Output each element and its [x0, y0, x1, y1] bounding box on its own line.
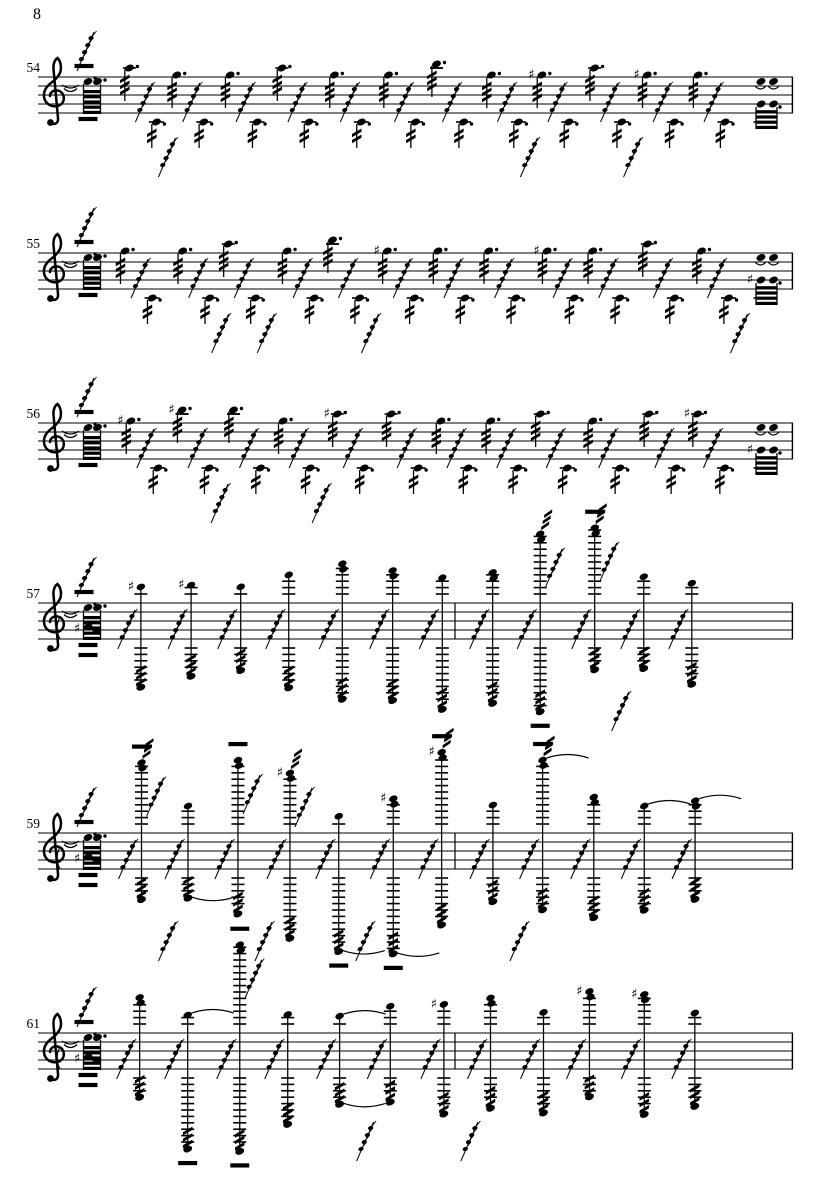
grace-run-icon	[572, 609, 592, 649]
grace-run-icon	[265, 1039, 285, 1079]
note-figure	[481, 416, 527, 494]
note-figure	[325, 70, 371, 148]
grace-run-icon	[189, 258, 209, 298]
grace-run-icon	[119, 839, 139, 879]
staff-system	[27, 207, 794, 353]
grace-run-icon	[245, 959, 265, 999]
note-column-figure	[520, 1008, 550, 1118]
note-figure	[221, 70, 267, 148]
note-column-figure	[566, 984, 596, 1102]
note-figure	[533, 244, 583, 325]
grace-run-icon	[703, 428, 723, 468]
grace-run-icon	[289, 428, 309, 468]
grace-run-icon	[356, 921, 376, 961]
sharp-accidental: ♯	[430, 996, 438, 1012]
note-figure	[382, 409, 428, 494]
grace-run-icon	[183, 82, 203, 122]
grace-run-icon	[295, 787, 315, 827]
grace-run-icon	[520, 1039, 540, 1079]
grace-run-icon	[553, 258, 573, 298]
grace-run-icon	[707, 258, 727, 298]
treble-clef-icon	[44, 404, 64, 472]
sharp-accidental: ♯	[373, 243, 380, 259]
grace-run-icon	[672, 1039, 692, 1079]
grace-run-icon	[669, 609, 689, 649]
grace-run-icon	[340, 82, 360, 122]
staff-system	[27, 31, 794, 177]
grace-run-icon	[218, 609, 238, 649]
grace-run-icon	[419, 839, 439, 879]
note-column-figure	[367, 1002, 397, 1107]
treble-clef-icon	[44, 234, 64, 302]
note-column-figure	[421, 997, 481, 1161]
grace-run-icon	[131, 258, 151, 298]
grace-run-icon	[357, 1121, 377, 1161]
grace-run-icon	[599, 428, 619, 468]
grace-run-icon	[624, 137, 644, 177]
grace-run-icon	[165, 1039, 185, 1079]
grace-run-icon	[548, 82, 568, 122]
closing-chord-figure	[747, 423, 782, 475]
grace-run-icon	[217, 1039, 237, 1079]
opening-chord-figure	[57, 987, 107, 1087]
sharp-accidental: ♯	[633, 67, 640, 83]
note-figure	[583, 416, 629, 494]
sharp-accidental: ♯	[380, 791, 387, 807]
grace-run-icon	[339, 258, 359, 298]
staff-system	[27, 728, 794, 970]
note-column-figure	[517, 509, 565, 728]
grace-run-icon	[117, 1039, 136, 1079]
grace-run-icon	[312, 483, 332, 523]
sharp-accidental: ♯	[73, 1051, 81, 1067]
grace-run-icon	[447, 428, 467, 468]
note-column-figure	[572, 503, 632, 731]
closing-chord-figure	[747, 253, 782, 305]
note-column-figure	[118, 579, 148, 692]
staff-lines	[38, 1033, 793, 1069]
note-figure	[374, 244, 424, 325]
grace-run-icon	[158, 137, 178, 177]
grace-run-icon	[137, 428, 157, 468]
note-figure	[432, 416, 478, 494]
grace-run-icon	[370, 839, 390, 879]
note-figure	[219, 239, 277, 353]
grace-run-icon	[317, 1039, 337, 1079]
note-figure	[278, 246, 324, 324]
sharp-accidental: ♯	[323, 406, 330, 422]
grace-run-icon	[215, 839, 235, 879]
staff-lines	[38, 423, 793, 459]
sharp-accidental: ♯	[127, 579, 135, 595]
tremolo-beam-block	[84, 430, 101, 460]
note-figure	[379, 70, 425, 148]
measure-number: 56	[26, 406, 40, 421]
grace-run-icon	[653, 258, 673, 298]
sharp-accidental: ♯	[428, 744, 435, 760]
staff-system	[27, 927, 794, 1168]
note-column-figure	[520, 736, 589, 915]
grace-run-icon	[520, 137, 540, 177]
grace-run-icon	[236, 82, 256, 122]
grace-run-icon	[239, 428, 259, 468]
opening-chord-figure	[62, 207, 107, 297]
treble-clef-icon	[44, 1014, 64, 1082]
sharp-accidental: ♯	[117, 413, 124, 429]
measure-number: 57	[26, 586, 40, 601]
grace-run-icon	[367, 1039, 387, 1079]
grace-run-icon	[266, 609, 286, 649]
note-figure	[167, 70, 213, 148]
grace-run-icon	[621, 839, 641, 879]
treble-clef-icon	[44, 58, 64, 126]
sharp-accidental: ♯	[73, 621, 81, 637]
note-column-figure	[470, 568, 500, 708]
grace-run-icon	[612, 691, 632, 731]
note-figure	[273, 63, 319, 148]
grace-run-icon	[600, 542, 620, 582]
grace-run-icon	[470, 609, 490, 649]
note-column-figure	[319, 559, 349, 704]
staff-system	[27, 503, 794, 731]
note-column-figure	[621, 987, 651, 1119]
note-figure	[583, 246, 629, 324]
grace-run-icon	[319, 609, 339, 649]
sharp-accidental: ♯	[177, 577, 185, 593]
closing-chord-figure	[754, 77, 782, 129]
note-column-figure	[218, 582, 248, 675]
tremolo-beam-block	[84, 84, 101, 114]
grace-run-icon	[497, 82, 517, 122]
sharp-accidental: ♯	[276, 765, 284, 781]
grace-run-icon	[601, 82, 621, 122]
grace-run-icon	[653, 82, 673, 122]
staff-system	[27, 377, 794, 523]
grace-run-icon	[394, 82, 414, 122]
treble-clef-icon	[44, 814, 64, 882]
sharp-accidental: ♯	[746, 442, 754, 458]
opening-chord-figure	[62, 377, 107, 467]
note-column-figure	[117, 993, 146, 1102]
grace-run-icon	[546, 428, 566, 468]
sharp-accidental: ♯	[746, 272, 754, 288]
grace-run-icon	[255, 921, 275, 961]
grace-run-icon	[257, 313, 277, 353]
note-figure	[639, 409, 685, 494]
note-column-figure	[419, 573, 449, 714]
grace-run-icon	[211, 483, 231, 523]
page-number: 8	[33, 6, 41, 23]
grace-run-icon	[362, 313, 382, 353]
sharp-accidental: ♯	[576, 983, 583, 999]
grace-run-icon	[468, 1039, 488, 1079]
note-figure	[117, 414, 167, 495]
sharp-accidental: ♯	[683, 406, 691, 422]
treble-clef-icon	[44, 584, 64, 652]
note-column-figure	[468, 993, 498, 1113]
grace-run-icon	[621, 609, 641, 649]
measure-number: 59	[26, 816, 40, 831]
grace-run-icon	[288, 82, 308, 122]
measure-number: 55	[26, 236, 40, 251]
grace-run-icon	[571, 839, 591, 879]
grace-run-icon	[159, 921, 179, 961]
grace-run-icon	[118, 609, 138, 649]
grace-run-icon	[168, 609, 188, 649]
grace-run-icon	[397, 428, 417, 468]
grace-run-icon	[497, 428, 517, 468]
grace-run-icon	[234, 258, 254, 298]
note-column-figure	[672, 795, 741, 904]
grace-run-icon	[419, 609, 439, 649]
tremolo-beam-block	[756, 107, 777, 129]
grace-run-icon	[517, 609, 537, 649]
staff-lines	[38, 77, 793, 113]
note-column-figure	[621, 800, 690, 915]
note-column-figure	[669, 579, 699, 689]
grace-run-icon	[545, 548, 565, 588]
note-figure	[689, 70, 735, 148]
grace-run-icon	[188, 428, 208, 468]
grace-run-icon	[370, 609, 390, 649]
grace-run-icon	[147, 777, 167, 817]
grace-run-icon	[393, 258, 413, 298]
grace-run-icon	[470, 839, 490, 879]
note-column-figure	[168, 578, 198, 681]
grace-run-icon	[212, 313, 232, 353]
grace-run-icon	[316, 839, 336, 879]
grace-run-icon	[343, 428, 363, 468]
note-column-figure	[217, 927, 265, 1168]
sharp-accidental: ♯	[631, 986, 638, 1002]
measure-number: 61	[26, 1016, 40, 1031]
note-column-figure	[316, 812, 385, 968]
note-column-figure	[266, 570, 296, 692]
grace-run-icon	[135, 82, 155, 122]
note-column-figure	[419, 728, 454, 930]
tremolo-beam-block	[84, 260, 101, 290]
grace-run-icon	[621, 1039, 641, 1079]
grace-run-icon	[243, 774, 263, 814]
note-column-figure	[119, 738, 179, 961]
grace-run-icon	[520, 839, 540, 879]
opening-chord-figure	[57, 557, 107, 657]
grace-run-icon	[421, 1039, 441, 1079]
note-column-figure	[571, 793, 601, 923]
measure-number: 54	[26, 60, 40, 75]
sharp-accidental: ♯	[73, 851, 81, 867]
note-column-figure	[267, 748, 315, 943]
grace-run-icon	[267, 839, 287, 879]
note-column-figure	[370, 791, 439, 970]
sharp-accidental: ♯	[168, 402, 175, 418]
grace-run-icon	[495, 258, 515, 298]
grace-run-icon	[461, 1121, 481, 1161]
note-column-figure	[621, 572, 651, 673]
staff-lines	[38, 833, 793, 869]
opening-chord-figure	[62, 31, 107, 121]
note-column-figure	[370, 566, 400, 705]
grace-run-icon	[293, 258, 313, 298]
note-figure	[429, 246, 475, 324]
staff-lines	[38, 253, 793, 289]
grace-run-icon	[704, 82, 724, 122]
grace-run-icon	[599, 258, 619, 298]
grace-run-icon	[730, 313, 750, 353]
note-figure	[120, 63, 178, 177]
sharp-accidental: ♯	[533, 243, 540, 259]
note-figure	[479, 246, 525, 324]
note-figure	[531, 409, 577, 494]
grace-run-icon	[443, 82, 463, 122]
grace-run-icon	[444, 258, 464, 298]
tremolo-beam-block	[756, 283, 777, 305]
grace-run-icon	[566, 1039, 586, 1079]
grace-run-icon	[165, 839, 185, 879]
grace-run-icon	[655, 428, 675, 468]
note-figure	[638, 239, 684, 324]
note-figure	[528, 68, 578, 149]
note-figure	[633, 68, 683, 149]
grace-run-icon	[672, 839, 692, 879]
opening-chord-figure	[57, 787, 107, 887]
tremolo-beam-block	[756, 453, 777, 475]
note-figure	[116, 246, 162, 324]
note-column-figure	[470, 801, 530, 961]
grace-run-icon	[510, 921, 530, 961]
sharp-accidental: ♯	[528, 67, 535, 83]
note-figure	[168, 403, 230, 524]
